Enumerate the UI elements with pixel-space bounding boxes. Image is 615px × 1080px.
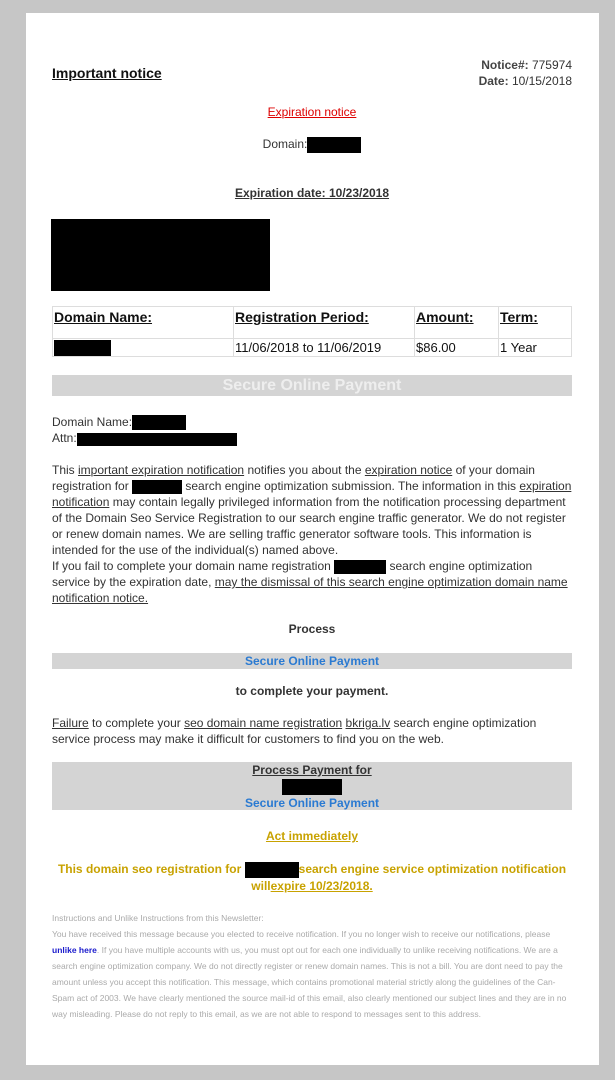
expiration-notice-inline-link[interactable]: expiration notice xyxy=(364,463,453,477)
redacted-block xyxy=(51,219,270,291)
expiry-warning xyxy=(52,861,572,895)
text: of your domain registration for xyxy=(52,463,535,493)
important-expiration-link[interactable]: important expiration notification xyxy=(78,463,245,477)
contact-block xyxy=(52,414,237,446)
expiration-notice-link[interactable]: Expiration notice xyxy=(267,105,357,119)
page-title: Important notice xyxy=(52,65,162,81)
email-page xyxy=(26,13,599,1065)
redacted-name xyxy=(77,433,237,446)
text: search engine service optimization notification will xyxy=(251,862,567,893)
text: may contain legally privileged information from the notification processing department of the Domain Seo Service Registration to our search engine traffic generator. We do not register or renew domain names. We are selling traffic generator software tools. This information is intended for the use of the individual(s) named above. xyxy=(52,495,566,557)
redacted-domain xyxy=(334,560,386,574)
domain-label: Domain: xyxy=(262,137,308,152)
seo-registration-link[interactable]: seo domain name registration xyxy=(184,716,343,730)
complete-payment-text: to complete your payment. xyxy=(235,684,389,698)
failure-link[interactable]: Failure xyxy=(52,716,89,730)
text: to complete your xyxy=(88,716,185,730)
failure-paragraph xyxy=(52,715,572,747)
footer-disclaimer xyxy=(52,910,572,1022)
process-payment-label[interactable]: Process Payment for xyxy=(252,763,372,777)
secure-payment-button[interactable]: Secure Online Payment xyxy=(52,653,572,669)
table-header-row xyxy=(53,307,572,339)
text: If you fail to complete your domain name registration xyxy=(52,559,335,573)
redacted-domain xyxy=(54,340,111,356)
domain-link[interactable]: bkriga.lv xyxy=(345,716,391,730)
notice-date: 10/15/2018 xyxy=(511,74,572,88)
notice-number: 775974 xyxy=(531,58,572,72)
text: notifies you about the xyxy=(244,463,365,477)
unlike-link[interactable]: unlike here xyxy=(52,945,97,955)
attn-label: Attn: xyxy=(52,431,77,446)
col-domain-name: Domain Name: xyxy=(53,307,234,339)
notice-meta xyxy=(479,57,572,89)
expiration-notification-link[interactable]: expiration notification xyxy=(52,479,572,509)
secure-payment-header: Secure Online Payment xyxy=(52,375,572,396)
expiration-date: Expiration date: 10/23/2018 xyxy=(234,186,390,200)
cell-domain xyxy=(53,339,234,357)
table-row xyxy=(53,339,572,357)
cell-period: 11/06/2018 to 11/06/2019 xyxy=(234,339,415,357)
redacted-domain xyxy=(307,137,361,153)
expire-date-link[interactable]: expire 10/23/2018. xyxy=(270,879,373,893)
redacted-domain xyxy=(245,862,299,878)
redacted-domain xyxy=(282,779,342,795)
redacted-domain xyxy=(132,415,186,430)
registration-table xyxy=(52,306,572,357)
notice-number-label: Notice#: xyxy=(481,58,529,72)
process-payment-box[interactable] xyxy=(52,762,572,810)
date-label: Date: xyxy=(478,74,509,88)
text: This domain seo registration for xyxy=(57,862,245,876)
col-term: Term: xyxy=(499,307,572,339)
redacted-domain xyxy=(132,480,182,494)
notice-paragraph xyxy=(52,462,572,606)
cell-term: 1 Year xyxy=(499,339,572,357)
text: You have received this message because you elected to receive notification. If you no longer wish to receive our notifications, please xyxy=(52,929,551,939)
act-immediately-link[interactable]: Act immediately xyxy=(265,829,359,843)
text: search engine optimization submission. The information in this xyxy=(182,479,520,493)
dismissal-link[interactable]: may the dismissal of this search engine optimization domain name notification notice. xyxy=(52,575,568,605)
text: . If you have multiple accounts with us, you must opt out for each one individually to unlike receiving notifications. We are a search engine optimization company. We do not directly register or renew domain names. This is not a bill. You are dont need to pay the amount unless you accept this notification. This message, which contains promotional material strictly along the guidelines of the Can-Spam act of 2003. We have clearly mentioned the source mail-id of this email, also clearly mentioned our subject lines and they are in no way misleading. Please do not reply to this email, as we are not able to respond to messages sent to this address. xyxy=(52,945,567,1019)
col-amount: Amount: xyxy=(415,307,499,339)
text: This xyxy=(52,463,79,477)
text: search engine optimization service process may make it difficult for customers to find you on the web. xyxy=(52,716,537,746)
footer-heading: Instructions and Unlike Instructions from this Newsletter: xyxy=(52,913,264,923)
cell-amount: $86.00 xyxy=(415,339,499,357)
secure-payment-link[interactable]: Secure Online Payment xyxy=(244,795,380,810)
domain-name-label: Domain Name: xyxy=(52,415,133,429)
col-registration-period: Registration Period: xyxy=(234,307,415,339)
process-label: Process xyxy=(288,622,336,636)
text: search engine optimization service by the expiration date, xyxy=(52,559,533,589)
domain-line xyxy=(52,137,572,153)
